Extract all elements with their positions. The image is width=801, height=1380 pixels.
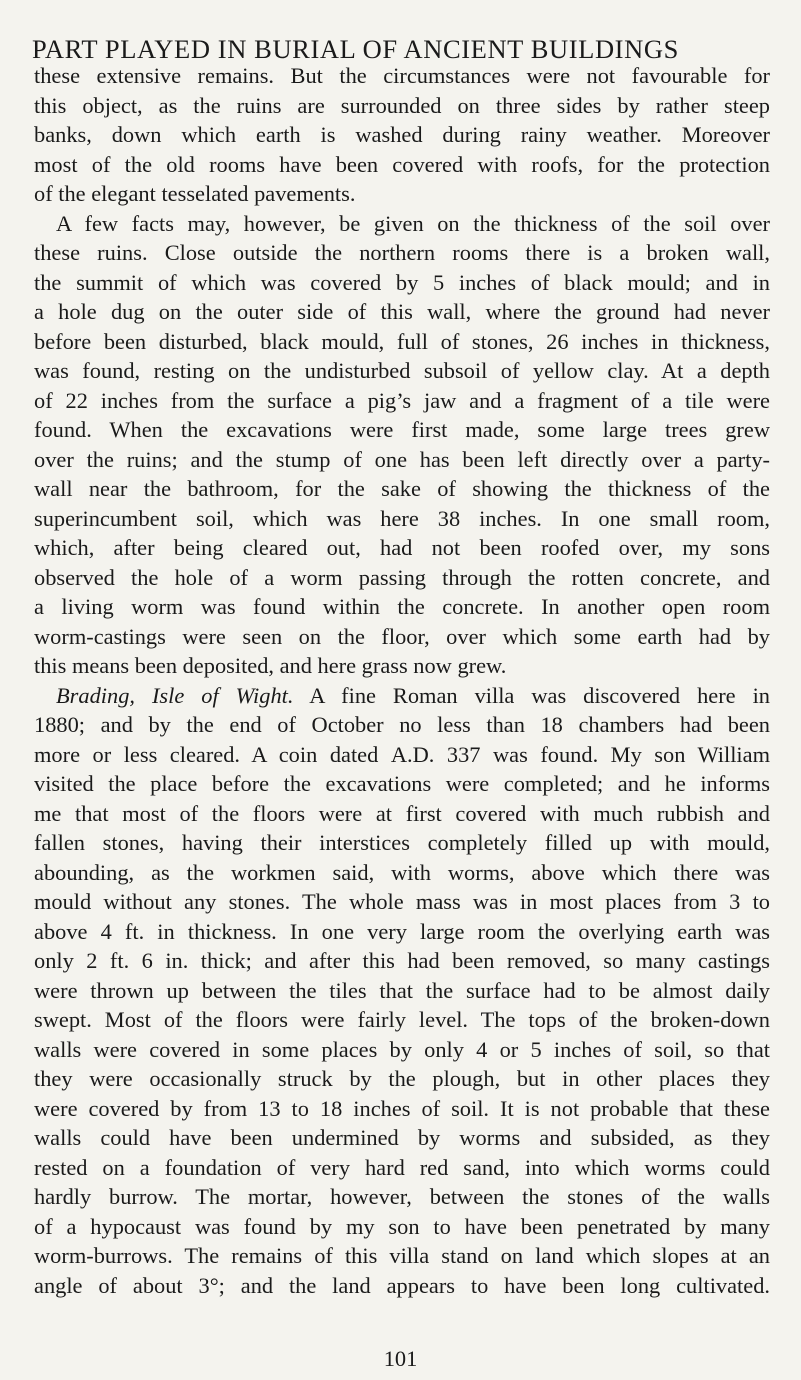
text-line: only 2 ft. 6 in. thick; and after this had been removed, so many castings [34, 948, 770, 973]
text-run: A fine Roman villa was discovered here in [293, 682, 770, 708]
text-line: over the ruins; and the stump of one has been left directly over a party- [34, 446, 770, 472]
text-line: a hole dug on the outer side of this wall, where the ground had never [34, 299, 770, 324]
text-line: swept. Most of the floors were fairly level. The tops of the broken-down [34, 1007, 770, 1032]
text-line: visited the place before the excavations were completed; and he informs [34, 771, 770, 796]
text-line: observed the hole of a worm passing through the rotten concrete, and [34, 564, 770, 590]
text-line: abounding, as the workmen said, with worms, above which there was [34, 859, 770, 885]
text-line: found. When the excavations were first made, some large trees grew [34, 417, 770, 442]
text-line: most of the old rooms have been covered with roofs, for the protection [34, 151, 770, 177]
page-number: 101 [383, 1346, 418, 1371]
text-line: mould without any stones. The whole mass was in most places from 3 to [34, 889, 770, 914]
text-run: 337 was found. My son William [434, 741, 770, 767]
text-line: the summit of which was covered by 5 inches of black mould; and in [34, 269, 770, 295]
text-line: superincumbent soil, which was here 38 inches. In one small room, [34, 505, 770, 531]
text-line: these ruins. Close outside the northern rooms there is a broken wall, [34, 240, 770, 265]
text-line: walls could have been undermined by worms and subsided, as they [34, 1125, 770, 1150]
text-line: fallen stones, having their interstices completely filled up with mould, [34, 830, 770, 855]
text-line: rested on a foundation of very hard red sand, into which worms could [34, 1154, 770, 1180]
text-line: they were occasionally struck by the plough, but in other places they [34, 1066, 770, 1091]
text-line: of 22 inches from the surface a pig’s jaw and a fragment of a tile were [34, 387, 770, 413]
text-line: were covered by from 13 to 18 inches of soil. It is not probable that these [34, 1095, 770, 1121]
text-line: of a hypocaust was found by my son to have been penetrated by many [34, 1213, 770, 1239]
text-line-coin [34, 740, 770, 770]
place-name-italic: Brading, Isle of Wight. [56, 682, 294, 708]
text-line: were thrown up between the tiles that the surface had to be almost daily [34, 977, 770, 1003]
text-line: me that most of the floors were at first covered with much rubbish and [34, 800, 770, 826]
text-line: 1880; and by the end of October no less than 18 chambers had been [34, 712, 770, 737]
text-line: walls were covered in some places by only 4 or 5 inches of soil, so that [34, 1036, 770, 1062]
text-line: A few facts may, however, be given on the thickness of the soil over [56, 210, 770, 236]
text-line: worm-burrows. The remains of this villa stand on land which slopes at an [34, 1243, 770, 1268]
text-line: which, after being cleared out, had not been roofed over, my sons [34, 535, 770, 560]
text-line: this object, as the ruins are surrounded on three sides by rather steep [34, 92, 770, 118]
text-line: this means been deposited, and here grass now grew. [34, 653, 507, 678]
text-line: wall near the bathroom, for the sake of showing the thickness of the [34, 476, 770, 501]
running-head: PART PLAYED IN BURIAL OF ANCIENT BUILDINGS [32, 34, 679, 64]
text-line: before been disturbed, black mould, full of stones, 26 inches in thickness, [34, 328, 770, 354]
text-line: angle of about 3°; and the land appears to have been long cultivated. [34, 1272, 770, 1298]
text-line: above 4 ft. in thickness. In one very large room the overlying earth was [34, 918, 770, 944]
text-line: of the elegant tesselated pavements. [34, 181, 356, 206]
text-line: banks, down which earth is washed during rainy weather. Moreover [34, 122, 770, 147]
text-line: these extensive remains. But the circumstances were not favourable for [34, 63, 770, 88]
text-line: worm-castings were seen on the floor, over which some earth had by [34, 623, 770, 649]
text-run: more or less cleared. A coin dated [34, 741, 391, 767]
body-text [34, 61, 770, 1300]
text-line: hardly burrow. The mortar, however, between the stones of the walls [34, 1184, 770, 1209]
era-small-caps: A.D. [390, 741, 435, 767]
text-line: was found, resting on the undisturbed subsoil of yellow clay. At a depth [34, 358, 770, 383]
text-line: a living worm was found within the concrete. In another open room [34, 594, 770, 619]
text-line-brading [34, 681, 770, 711]
